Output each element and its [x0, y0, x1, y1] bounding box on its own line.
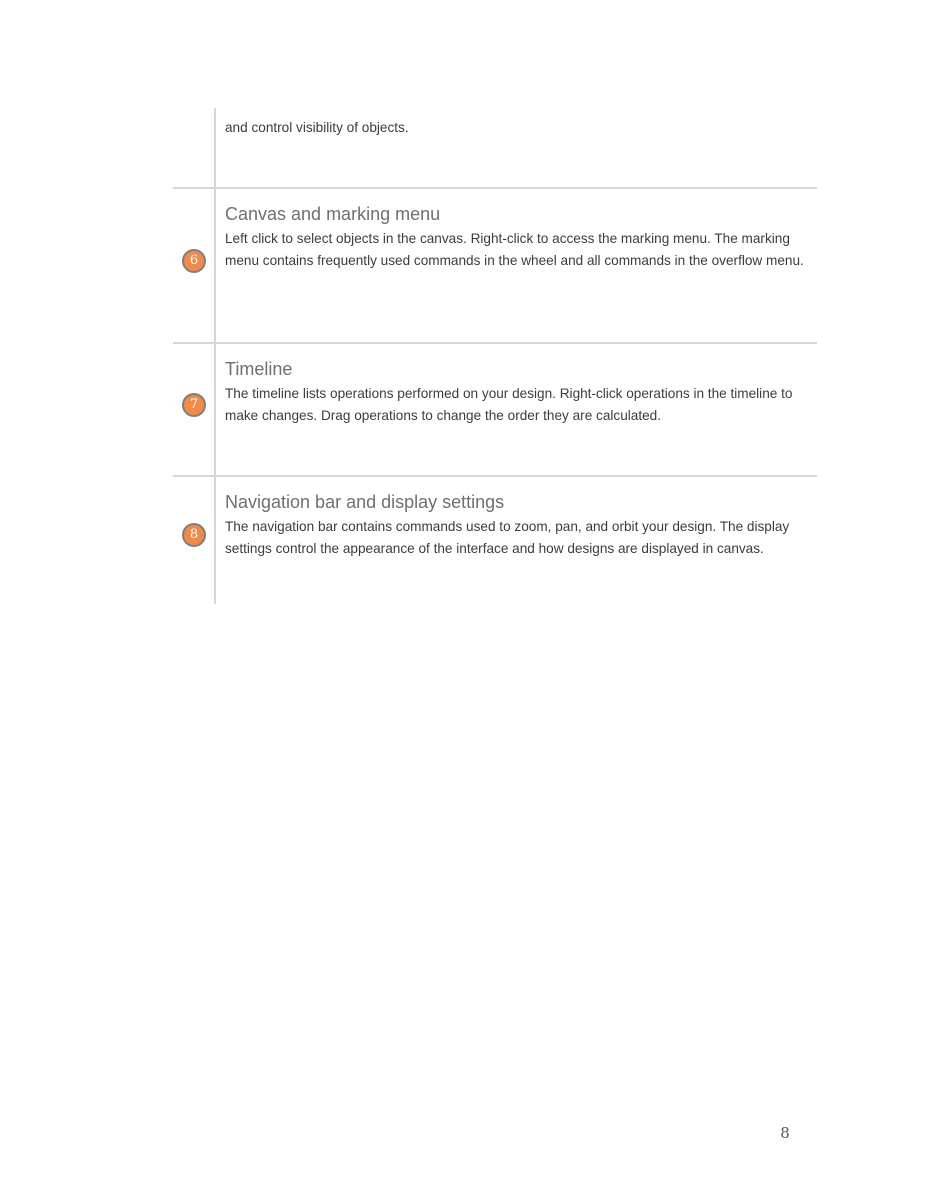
section-canvas-marking-menu	[225, 202, 815, 272]
intro-text: and control visibility of objects.	[225, 120, 409, 135]
step-badge-6: 6	[182, 249, 206, 273]
section-title: Canvas and marking menu	[225, 204, 441, 224]
row-divider	[173, 187, 817, 189]
section-navigation-display	[225, 490, 815, 560]
page-number: 8	[780, 1124, 790, 1142]
section-body: Left click to select objects in the canvas. Right-click to access the marking menu. The marking menu contains frequently used commands in the wheel and all commands in the overflow menu.	[225, 231, 804, 268]
section-title: Navigation bar and display settings	[225, 492, 505, 512]
section-body: The navigation bar contains commands used to zoom, pan, and orbit your design. The display settings control the appearance of the interface and how designs are displayed in canvas.	[225, 519, 790, 556]
section-timeline	[225, 357, 815, 427]
section-title: Timeline	[225, 359, 293, 379]
section-body: The timeline lists operations performed on your design. Right-click operations in the timeline to make changes. Drag operations to change the order they are calculated.	[225, 386, 793, 423]
intro-row	[225, 117, 815, 139]
step-badge-7: 7	[182, 393, 206, 417]
row-divider	[173, 342, 817, 344]
row-divider	[173, 475, 817, 477]
vertical-rule	[214, 108, 216, 604]
step-badge-8: 8	[182, 523, 206, 547]
